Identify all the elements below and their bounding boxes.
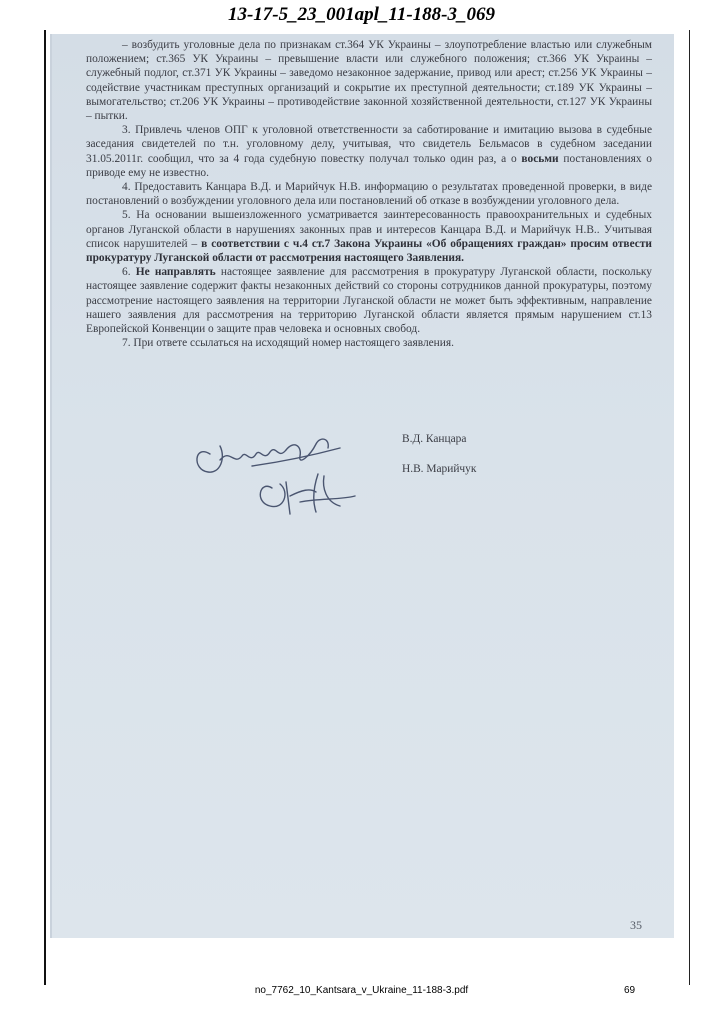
letter-body	[86, 38, 652, 350]
paragraph-3: 3. Привлечь членов ОПГ к уголовной ответственности за саботирование и имитацию вызова в судебные заседания свидетелей по т.н. уголовному делу, учитывая, что свидетель Бельмасов в судебном заседании 31.05.2011г. сообщил, что за 4 года судебную повестку получал только один раз, а о восьми постановлениях о приводе ему не известно.	[86, 124, 652, 179]
paragraph-5: 5. На основании вышеизложенного усматривается заинтересованность правоохранительных и судебных органов Луганской области в нарушениях законных прав и интересов Канцара В.Д. и Марийчук Н.В.. Учитывая список нарушителей – в соответствии с ч.4 ст.7 Закона Украины «Об обращениях граждан» просим отвести прокуратуру Луганской области от рассмотрения настоящего Заявления.	[86, 209, 652, 265]
footer-filename: no_7762_10_Kantsara_v_Ukraine_11-188-3.pdf	[254, 985, 469, 996]
scan-page-number: 35	[630, 918, 642, 932]
paragraph-7: 7. При ответе ссылаться на исходящий номер настоящего заявления.	[122, 337, 454, 350]
right-border-line	[689, 30, 690, 985]
handwritten-signatures	[190, 426, 370, 521]
signer-names	[402, 433, 476, 493]
paragraph-6: 6. Не направлять настоящее заявление для рассмотрения в прокуратуру Луганской области, поскольку настоящее заявление содержит факты незаконных действий со стороны сотрудников данной прокуратуры, поэтому рассмотрение настоящего заявления на территории Луганской области не может быть эффективным, направление нашего заявления для рассмотрения на территорию Луганской области является прямым нарушением ст.13 Европейской Конвенции о защите прав человека и основных свобод.	[86, 266, 653, 336]
signature-drawing	[190, 426, 370, 521]
document-id-header: 13-17-5_23_001apl_11-188-3_069	[227, 4, 496, 25]
paragraph-charges: – возбудить уголовные дела по признакам ст.364 УК Украины – злоупотребление властью или служебным положением; ст.365 УК Украины – превышение власти или служебного положения; ст.366 УК Украины – служебный подлог, ст.371 УК Украины – заведомо незаконное задержание, привод или арест; ст.256 УК Украины – содействие участникам преступных организаций и сокрытие их преступной деятельности; ст.189 УК Украины – вымогательство; ст.206 УК Украины – противодействие законной хозяйственной деятельности, ст.127 УК Украины – пытки.	[86, 39, 652, 123]
signer-name: Н.В. Марийчук	[402, 463, 477, 475]
signer-name: В.Д. Канцара	[402, 433, 467, 445]
left-border-line	[44, 30, 46, 985]
paragraph-4: 4. Предоставить Канцара В.Д. и Марийчук Н.В. информацию о результатах проведенной проверки, в виде постановлений о возбуждении уголовного дела или постановлений об отказе в возбуждении уголовного дела.	[86, 181, 652, 208]
footer-page-number: 69	[624, 985, 636, 996]
